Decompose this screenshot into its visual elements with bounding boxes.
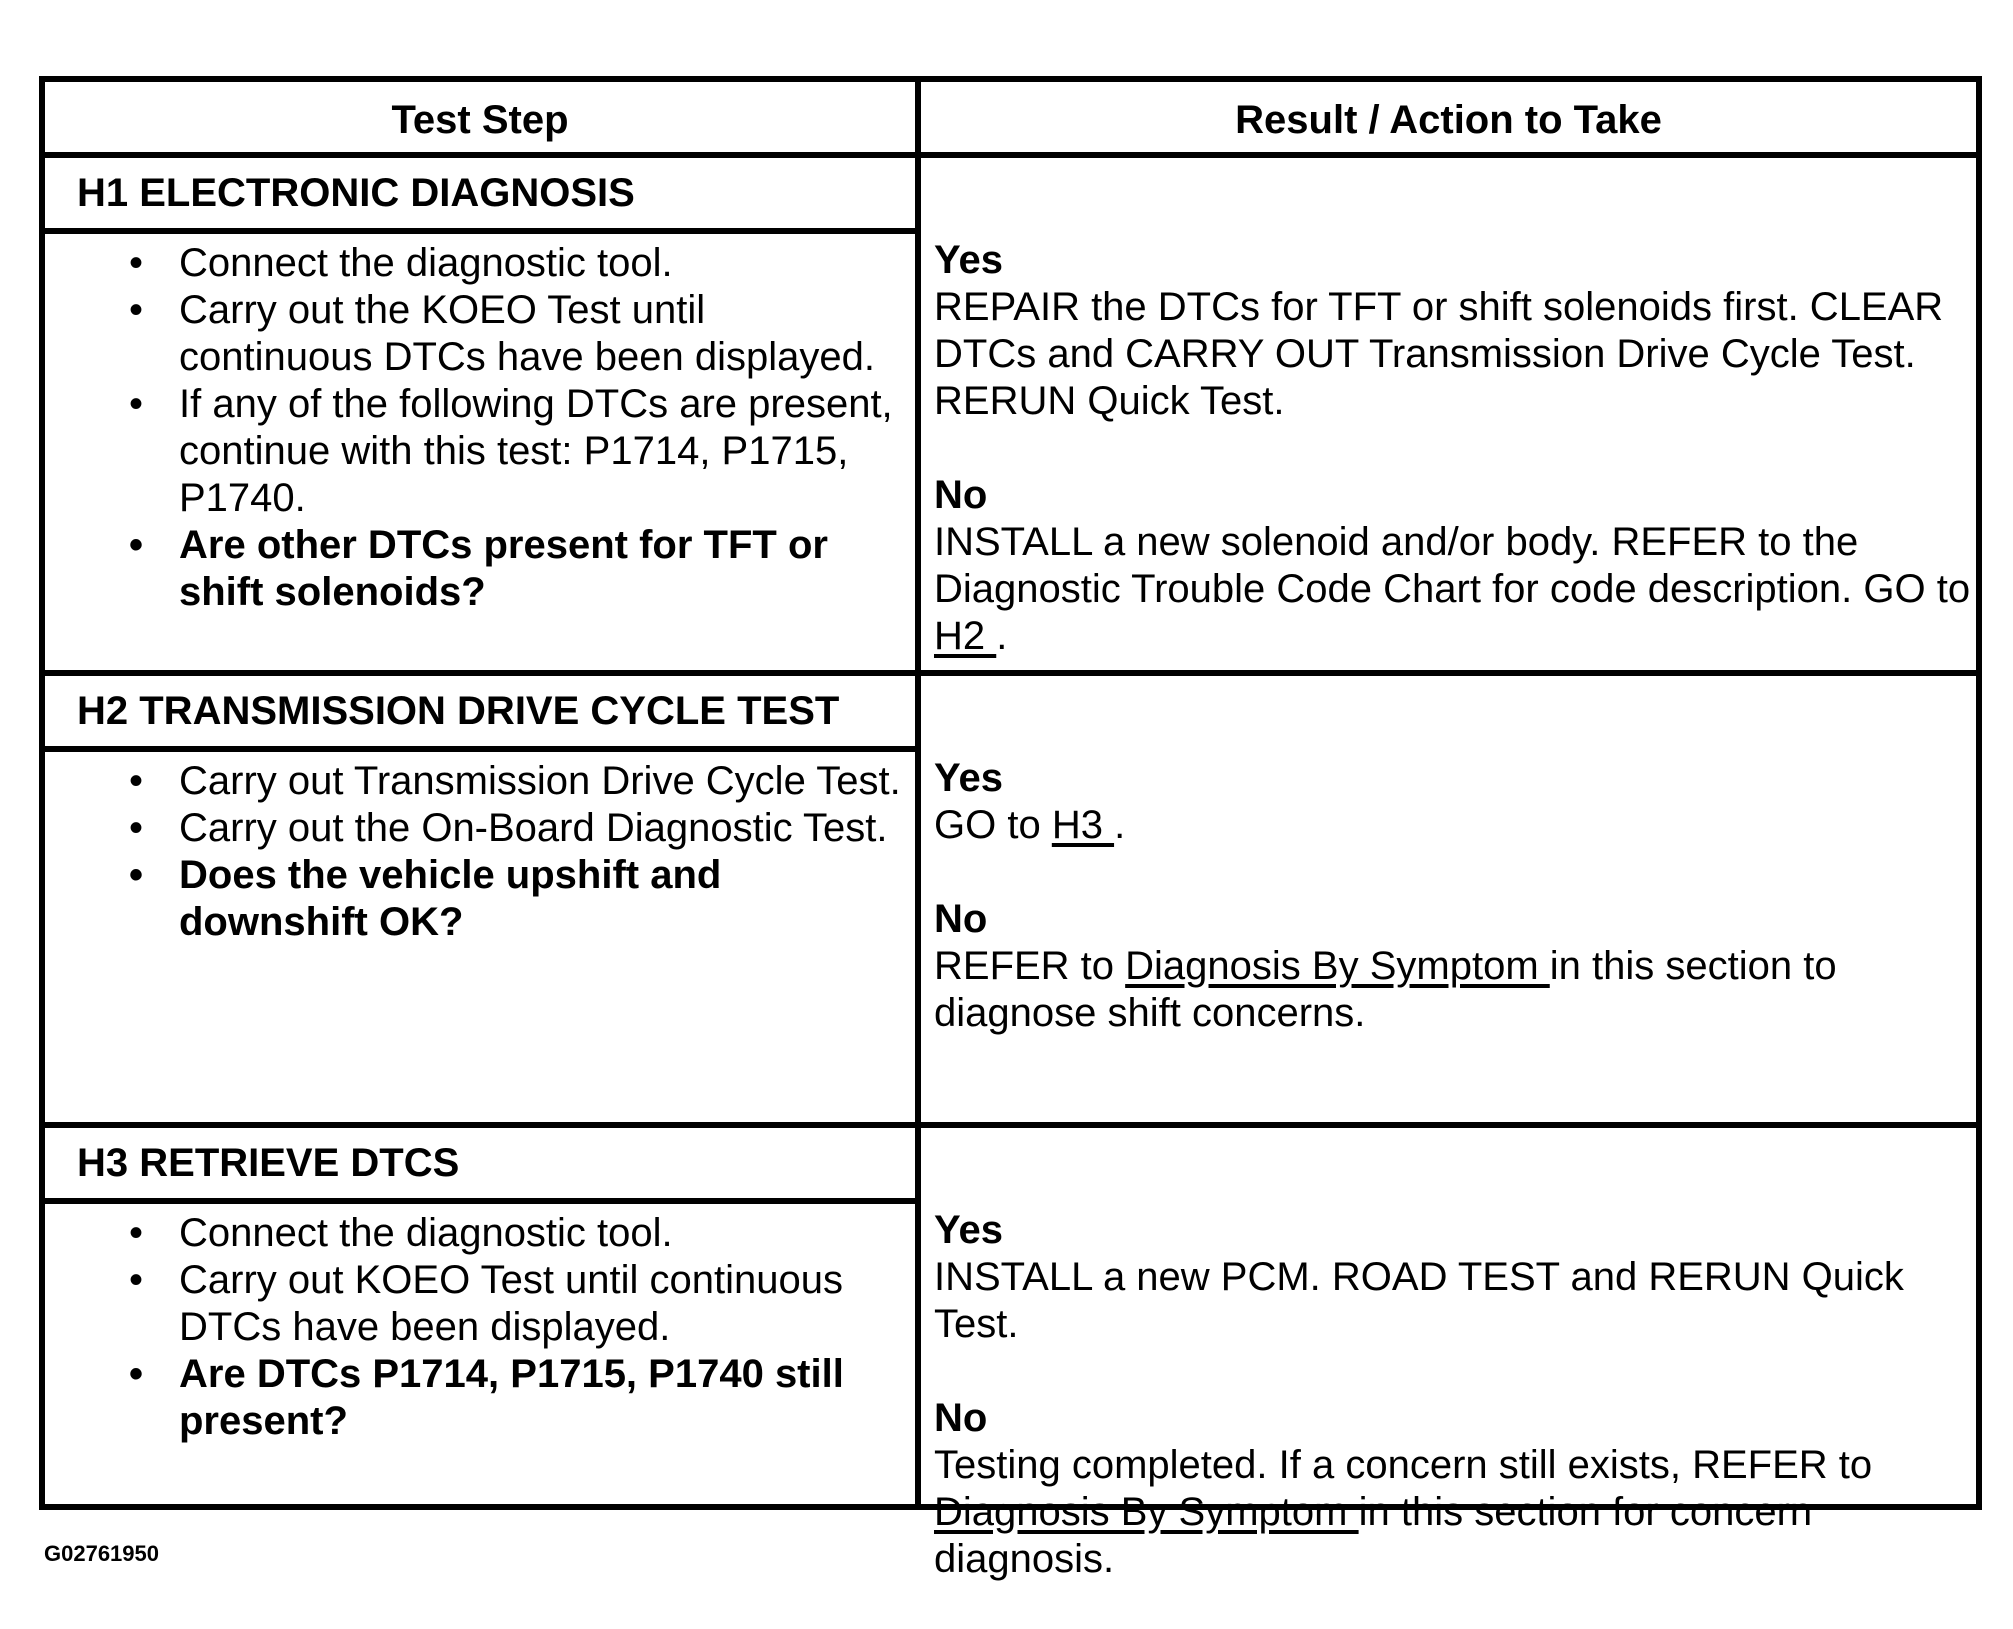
step-h3-title-divider bbox=[45, 1198, 915, 1204]
no-label: No bbox=[934, 1396, 988, 1440]
step-h3-body bbox=[45, 1210, 915, 1445]
step-h3-question: • Are DTCs P1714, P1715, P1740 still present? bbox=[45, 1351, 915, 1445]
link-h3[interactable]: H3 bbox=[1051, 803, 1115, 847]
yes-text: GO to H3 . bbox=[934, 803, 1126, 847]
step-h2-title: H2 TRANSMISSION DRIVE CYCLE TEST bbox=[77, 688, 840, 733]
step-h1-body bbox=[45, 240, 915, 616]
step-h1-title-divider bbox=[45, 228, 915, 234]
column-divider bbox=[915, 82, 921, 1504]
list-item: • Carry out the On-Board Diagnostic Test. bbox=[45, 805, 915, 852]
step-h1-title: H1 ELECTRONIC DIAGNOSIS bbox=[77, 170, 635, 215]
yes-label: Yes bbox=[934, 238, 1003, 282]
link-h2[interactable]: H2 bbox=[934, 614, 997, 658]
no-text: Testing completed. If a concern still exists, REFER to Diagnosis By Symptom in this section for concern diagnosis. bbox=[934, 1443, 1873, 1581]
no-text: REFER to Diagnosis By Symptom in this section to diagnose shift concerns. bbox=[934, 944, 1837, 1035]
step-h3-title: H3 RETRIEVE DTCS bbox=[77, 1140, 460, 1185]
step-h1-result bbox=[934, 237, 1974, 660]
no-label: No bbox=[934, 473, 988, 517]
link-diagnosis-by-symptom[interactable]: Diagnosis By Symptom bbox=[1125, 944, 1550, 988]
figure-id: G02761950 bbox=[44, 1541, 159, 1566]
step-h1-question: • Are other DTCs present for TFT or shift solenoids? bbox=[45, 522, 915, 616]
yes-text: REPAIR the DTCs for TFT or shift solenoids first. CLEAR DTCs and CARRY OUT Transmission Drive Cycle Test. RERUN Quick Test. bbox=[934, 285, 1944, 423]
link-diagnosis-by-symptom[interactable]: Diagnosis By Symptom bbox=[934, 1490, 1359, 1534]
list-item: • Connect the diagnostic tool. bbox=[45, 1210, 915, 1257]
step-h2-question: • Does the vehicle upshift and downshift OK? bbox=[45, 852, 915, 946]
no-text: INSTALL a new solenoid and/or body. REFER to the Diagnostic Trouble Code Chart for code description. GO to H2 . bbox=[934, 520, 1971, 658]
step-h2-body bbox=[45, 758, 915, 946]
header-test-step: Test Step bbox=[391, 97, 569, 142]
list-item: • Carry out Transmission Drive Cycle Test. bbox=[45, 758, 915, 805]
step-h2-title-divider bbox=[45, 746, 915, 752]
step-h2-result bbox=[934, 755, 1974, 1037]
yes-text: INSTALL a new PCM. ROAD TEST and RERUN Quick Test. bbox=[934, 1255, 1904, 1346]
no-label: No bbox=[934, 897, 988, 941]
list-item: • Connect the diagnostic tool. bbox=[45, 240, 915, 287]
step-h3-result bbox=[934, 1207, 1974, 1583]
header-result-action: Result / Action to Take bbox=[1235, 97, 1662, 142]
yes-label: Yes bbox=[934, 1208, 1003, 1252]
list-item: • Carry out KOEO Test until continuous DTCs have been displayed. bbox=[45, 1257, 915, 1351]
list-item: • If any of the following DTCs are present, continue with this test: P1714, P1715, P1740. bbox=[45, 381, 915, 522]
list-item: • Carry out the KOEO Test until continuous DTCs have been displayed. bbox=[45, 287, 915, 381]
yes-label: Yes bbox=[934, 756, 1003, 800]
